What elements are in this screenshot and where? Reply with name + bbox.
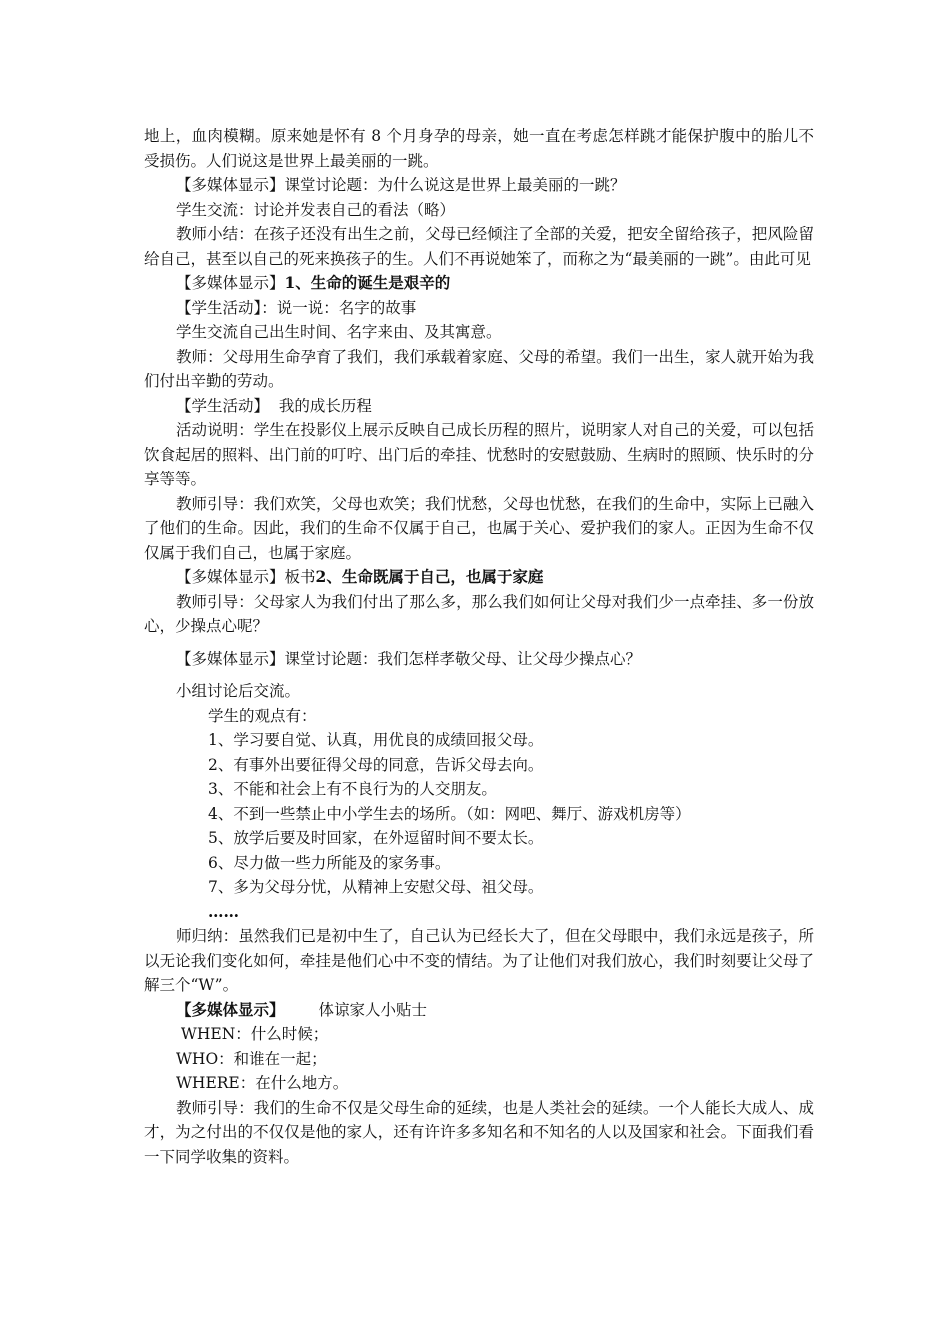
paragraph-student-exchange: 学生交流：讨论并发表自己的看法（略）: [176, 200, 456, 219]
tip-when: WHEN：什么时候；: [176, 1025, 329, 1043]
multimedia-tag: 【多媒体显示】: [176, 999, 285, 1019]
paragraph-activity-description: 活动说明：学生在投影仪上展示反映自己成长历程的照片，说明家人对自己的关爱，可以包括饮食起居的照料、出门前的叮咛、出门后的牵挂、忧愁时的安慰鼓励、生病时的照顾、快乐时的分享等等。: [144, 421, 814, 488]
multimedia-tag: 【多媒体显示】: [176, 274, 285, 292]
paragraph-teacher-guide-2: 教师引导：父母家人为我们付出了那么多，那么我们如何让父母对我们少一点牵挂、多一份放心，少操点心呢？: [144, 592, 814, 635]
section-heading-1: 1、生命的诞生是艰辛的: [284, 273, 451, 292]
board-label: 板书: [284, 568, 316, 586]
list-item: 5、放学后要及时回家，在外逗留时间不要太长。: [208, 829, 544, 847]
paragraph-teacher-summary: 教师小结：在孩子还没有出生之前，父母已经倾注了全部的关爱，把安全留给孩子，把风险留给自己，甚至以自己的死来换孩子的生。人们不再说她笨了，而称之为“最美丽的一跳”。由此可见: [144, 225, 814, 268]
document-page: [144, 124, 814, 1169]
paragraph-group-discussion: 小组讨论后交流。: [176, 682, 301, 700]
activity-tag: 【学生活动】: [176, 396, 270, 415]
discussion-question: 课堂讨论题：为什么说这是世界上最美丽的一跳？: [284, 176, 626, 194]
tips-title: 体谅家人小贴士: [318, 1000, 428, 1019]
list-item: 2、有事外出要征得父母的同意，告诉父母去向。: [208, 755, 544, 774]
list-item: 4、不到一些禁止中小学生去的场所。（如：网吧、舞厅、游戏机房等）: [208, 804, 691, 823]
activity-text: 我的成长历程: [269, 396, 372, 415]
activity-tag: 【学生活动】: [176, 298, 262, 317]
paragraph-multimedia-discussion-2: [144, 647, 814, 672]
paragraph-heading-2: [144, 565, 814, 590]
multimedia-tag: 【多媒体显示】: [176, 568, 285, 586]
paragraph-story-end: 地上，血肉模糊。原来她是怀有 8 个月身孕的母亲，她一直在考虑怎样跳才能保护腹中的胎儿不受损伤。人们说这是世界上最美丽的一跳。: [144, 127, 814, 170]
paragraph-student-views: 学生的观点有：: [208, 706, 317, 725]
paragraph-teacher-conclusion: 师归纳：虽然我们已是初中生了，自己认为已经长大了，但在父母眼中，我们永远是孩子，所以无论我们变化如何，牵挂是他们心中不变的情结。为了让他们对我们放心，我们时刻要让父母了解三个“W”。: [144, 927, 814, 994]
paragraph-heading-1: [144, 271, 814, 296]
tip-where: WHERE：在什么地方。: [176, 1074, 349, 1092]
paragraph-teacher-guide-3: 教师引导：我们的生命不仅是父母生命的延续，也是人类社会的延续。一个人能长大成人、成才，为之付出的不仅仅是他的家人，还有许许多多知名和不知名的人以及国家和社会。下面我们看一下同学收集的资料。: [144, 1098, 814, 1166]
list-item: 3、不能和社会上有不良行为的人交朋友。: [208, 780, 497, 798]
activity-text: ：说一说：名字的故事: [261, 298, 417, 317]
paragraph-multimedia-discussion-1: [144, 173, 814, 198]
paragraph-student-activity-1: [144, 296, 814, 321]
list-item: 1、学习要自觉、认真，用优良的成绩回报父母。: [208, 731, 544, 749]
discussion-question: 课堂讨论题：我们怎样孝敬父母、让父母少操点心？: [284, 649, 642, 668]
list-item: 6、尽力做一些力所能及的家务事。: [208, 853, 451, 872]
paragraph-tips-heading: [144, 998, 814, 1023]
tip-who: WHO：和谁在一起；: [176, 1049, 327, 1068]
multimedia-tag: 【多媒体显示】: [176, 176, 285, 194]
list-item: 7、多为父母分忧，从精神上安慰父母、祖父母。: [208, 878, 544, 896]
section-heading-2: 2、生命既属于自己，也属于家庭: [315, 567, 544, 586]
paragraph-student-activity-2: [144, 394, 814, 419]
list-ellipsis: ……: [208, 901, 239, 921]
multimedia-tag: 【多媒体显示】: [176, 649, 285, 668]
paragraph-teacher-1: 教师：父母用生命孕育了我们，我们承载着家庭、父母的希望。我们一出生，家人就开始为我们付出辛勤的劳动。: [144, 347, 814, 390]
paragraph-teacher-guide-1: 教师引导：我们欢笑，父母也欢笑；我们忧愁，父母也忧愁，在我们的生命中，实际上已融入了他们的生命。因此，我们的生命不仅属于自己，也属于关心、爱护我们的家人。正因为生命不仅仅属于我们自己，也属于家庭。: [144, 494, 814, 562]
paragraph-student-share: 学生交流自己出生时间、名字来由、及其寓意。: [176, 323, 502, 341]
